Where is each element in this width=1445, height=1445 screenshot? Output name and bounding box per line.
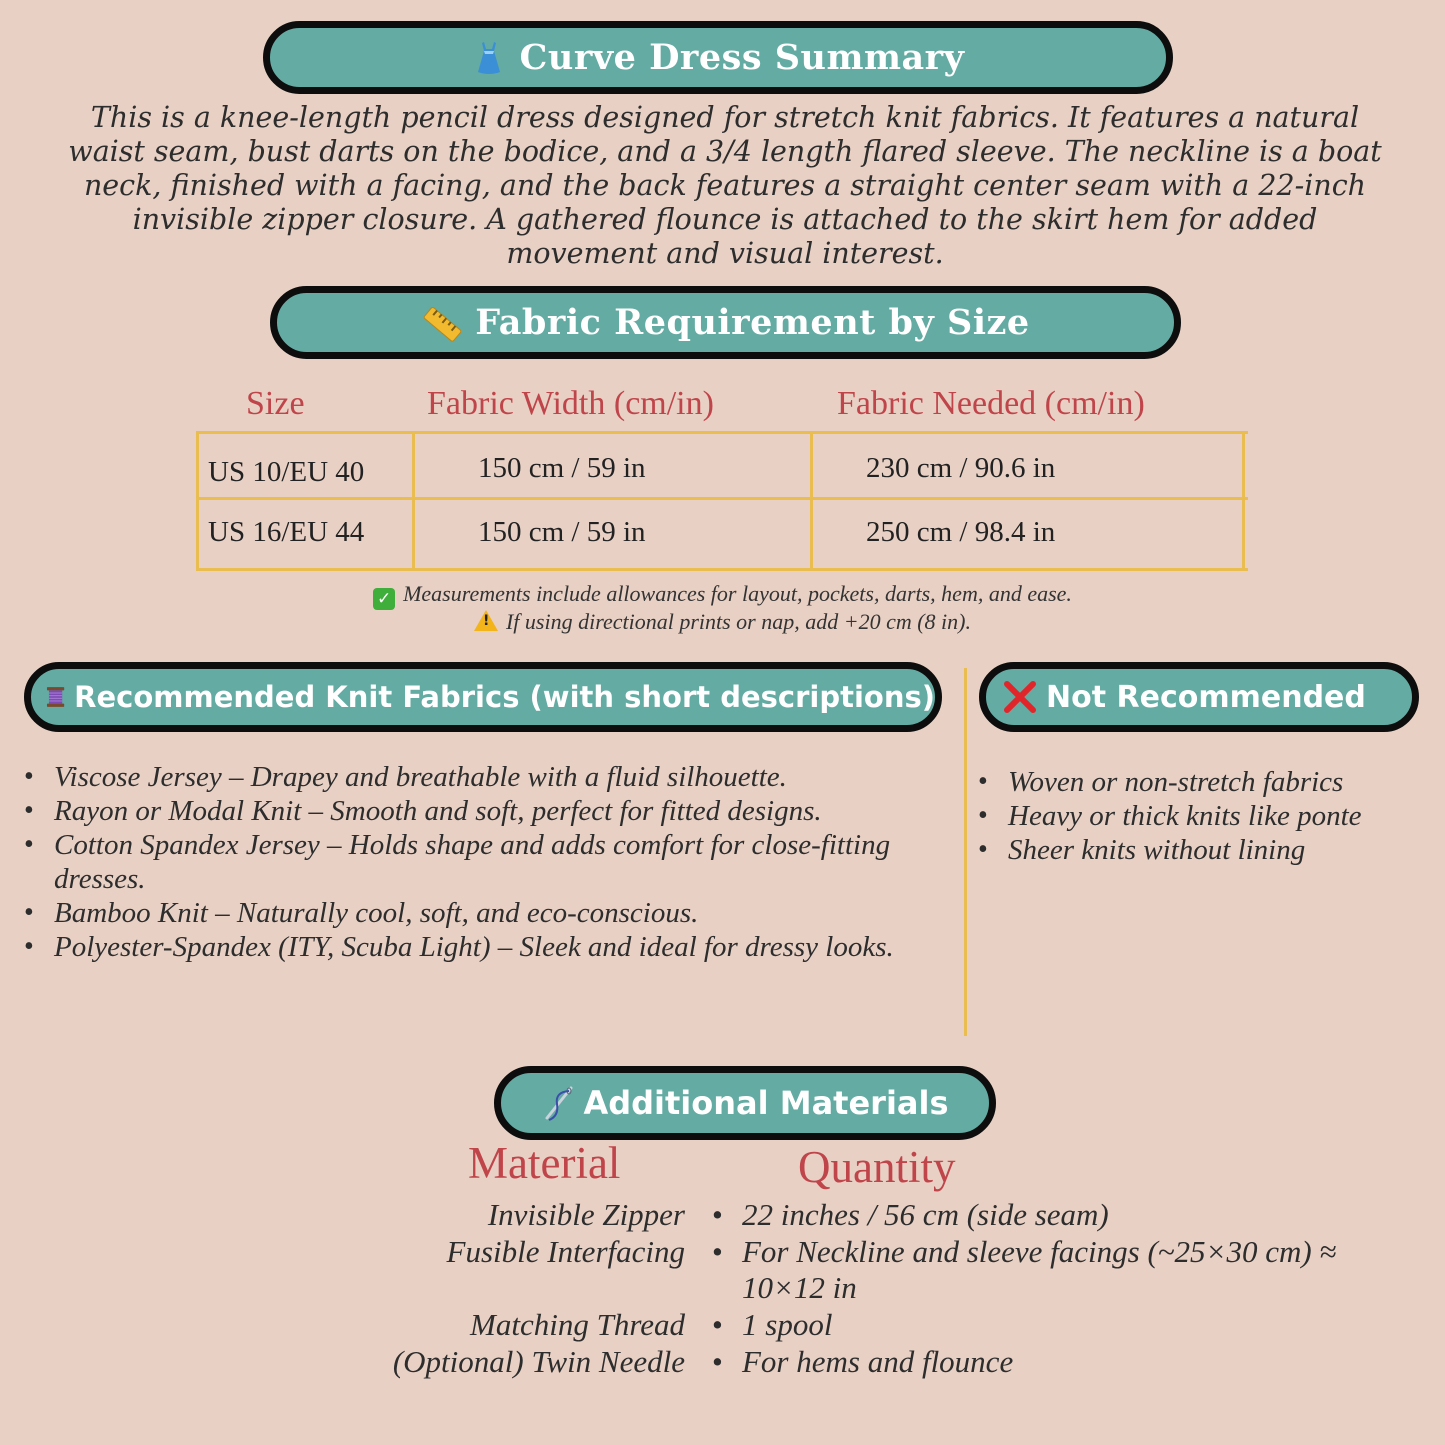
dress-icon: [472, 40, 506, 76]
list-item: • Cotton Spandex Jersey – Holds shape and adds comfort for close-fitting dresses.: [24, 828, 939, 896]
warning-icon: [474, 610, 498, 631]
needle-icon: [541, 1084, 577, 1122]
material-quantity: • 22 inches / 56 cm (side seam): [712, 1197, 1412, 1233]
not-recommended-list: [978, 765, 1433, 867]
not-recommended-title: Not Recommended: [1046, 679, 1366, 715]
additional-materials-banner: [494, 1066, 996, 1140]
not-recommended-banner: [979, 662, 1419, 732]
table-cell-size: US 10/EU 40: [208, 456, 365, 488]
table-cell-width: 150 cm / 59 in: [478, 452, 646, 484]
ruler-icon: [421, 303, 461, 343]
table-header-fabric-needed: Fabric Needed (cm/in): [837, 385, 1145, 422]
material-name: Invisible Zipper: [487, 1197, 685, 1232]
fabric-requirement-banner: [270, 286, 1181, 359]
table-cell-needed: 250 cm / 98.4 in: [866, 516, 1056, 548]
summary-title-banner: [263, 21, 1173, 94]
list-item: • Woven or non-stretch fabrics: [978, 765, 1433, 799]
material-name: Matching Thread: [470, 1307, 685, 1342]
spool-icon: [45, 680, 66, 714]
table-cell-width: 150 cm / 59 in: [478, 516, 646, 548]
material-quantity: • For hems and flounce: [712, 1344, 1412, 1380]
summary-title: Curve Dress Summary: [519, 37, 965, 78]
table-header-size: Size: [246, 385, 305, 422]
recommended-banner: [24, 662, 942, 732]
list-item: • Polyester-Spandex (ITY, Scuba Light) – Sleek and ideal for dressy looks.: [24, 930, 939, 964]
materials-header-material: Material: [468, 1138, 621, 1188]
check-icon: ✓: [373, 588, 395, 610]
material-name: Fusible Interfacing: [446, 1234, 685, 1269]
list-item: • Sheer knits without lining: [978, 833, 1433, 867]
table-row-divider: [196, 497, 1248, 500]
material-quantity: • 1 spool: [712, 1307, 1412, 1343]
list-item: • Rayon or Modal Knit – Smooth and soft, perfect for fitted designs.: [24, 794, 939, 828]
material-name: (Optional) Twin Needle: [392, 1344, 685, 1379]
table-column-divider: [810, 431, 813, 568]
materials-header-quantity: Quantity: [798, 1142, 956, 1192]
material-quantity: • For Neckline and sleeve facings (~25×30 cm) ≈ 10×12 in: [712, 1234, 1412, 1306]
recommended-list: [24, 760, 939, 964]
column-divider: [964, 668, 967, 1036]
fabric-requirement-title: Fabric Requirement by Size: [475, 302, 1030, 343]
table-column-divider: [1242, 431, 1245, 568]
table-column-divider: [196, 431, 199, 568]
additional-materials-title: Additional Materials: [583, 1084, 949, 1122]
list-item: • Heavy or thick knits like ponte: [978, 799, 1388, 833]
table-header-fabric-width: Fabric Width (cm/in): [427, 385, 714, 422]
cross-icon: [1002, 679, 1038, 715]
list-item: • Bamboo Knit – Naturally cool, soft, and eco-conscious.: [24, 896, 939, 930]
note-allowances: [0, 581, 1445, 610]
summary-text: This is a knee-length pencil dress designed for stretch knit fabrics. It features a natural waist seam, bust darts on the bodice, and a 3/4 length flared sleeve. The neckline is a boat neck, finished with a facing, and the back features a straight center seam with a 22-inch invisible zipper closure. A gathered flounce is attached to the skirt hem for added movement and visual interest.: [68, 101, 1382, 270]
table-cell-size: US 16/EU 44: [208, 516, 365, 548]
note-directional-prints: [0, 609, 1445, 635]
table-grid: [196, 431, 1248, 571]
note-allowances-text: Measurements include allowances for layout, pockets, darts, hem, and ease.: [403, 581, 1072, 606]
table-cell-needed: 230 cm / 90.6 in: [866, 452, 1056, 484]
note-directional-text: If using directional prints or nap, add +20 cm (8 in).: [505, 609, 971, 634]
recommended-title: Recommended Knit Fabrics (with short descriptions): [74, 680, 935, 714]
list-item: • Viscose Jersey – Drapey and breathable with a fluid silhouette.: [24, 760, 939, 794]
table-column-divider: [412, 431, 415, 568]
